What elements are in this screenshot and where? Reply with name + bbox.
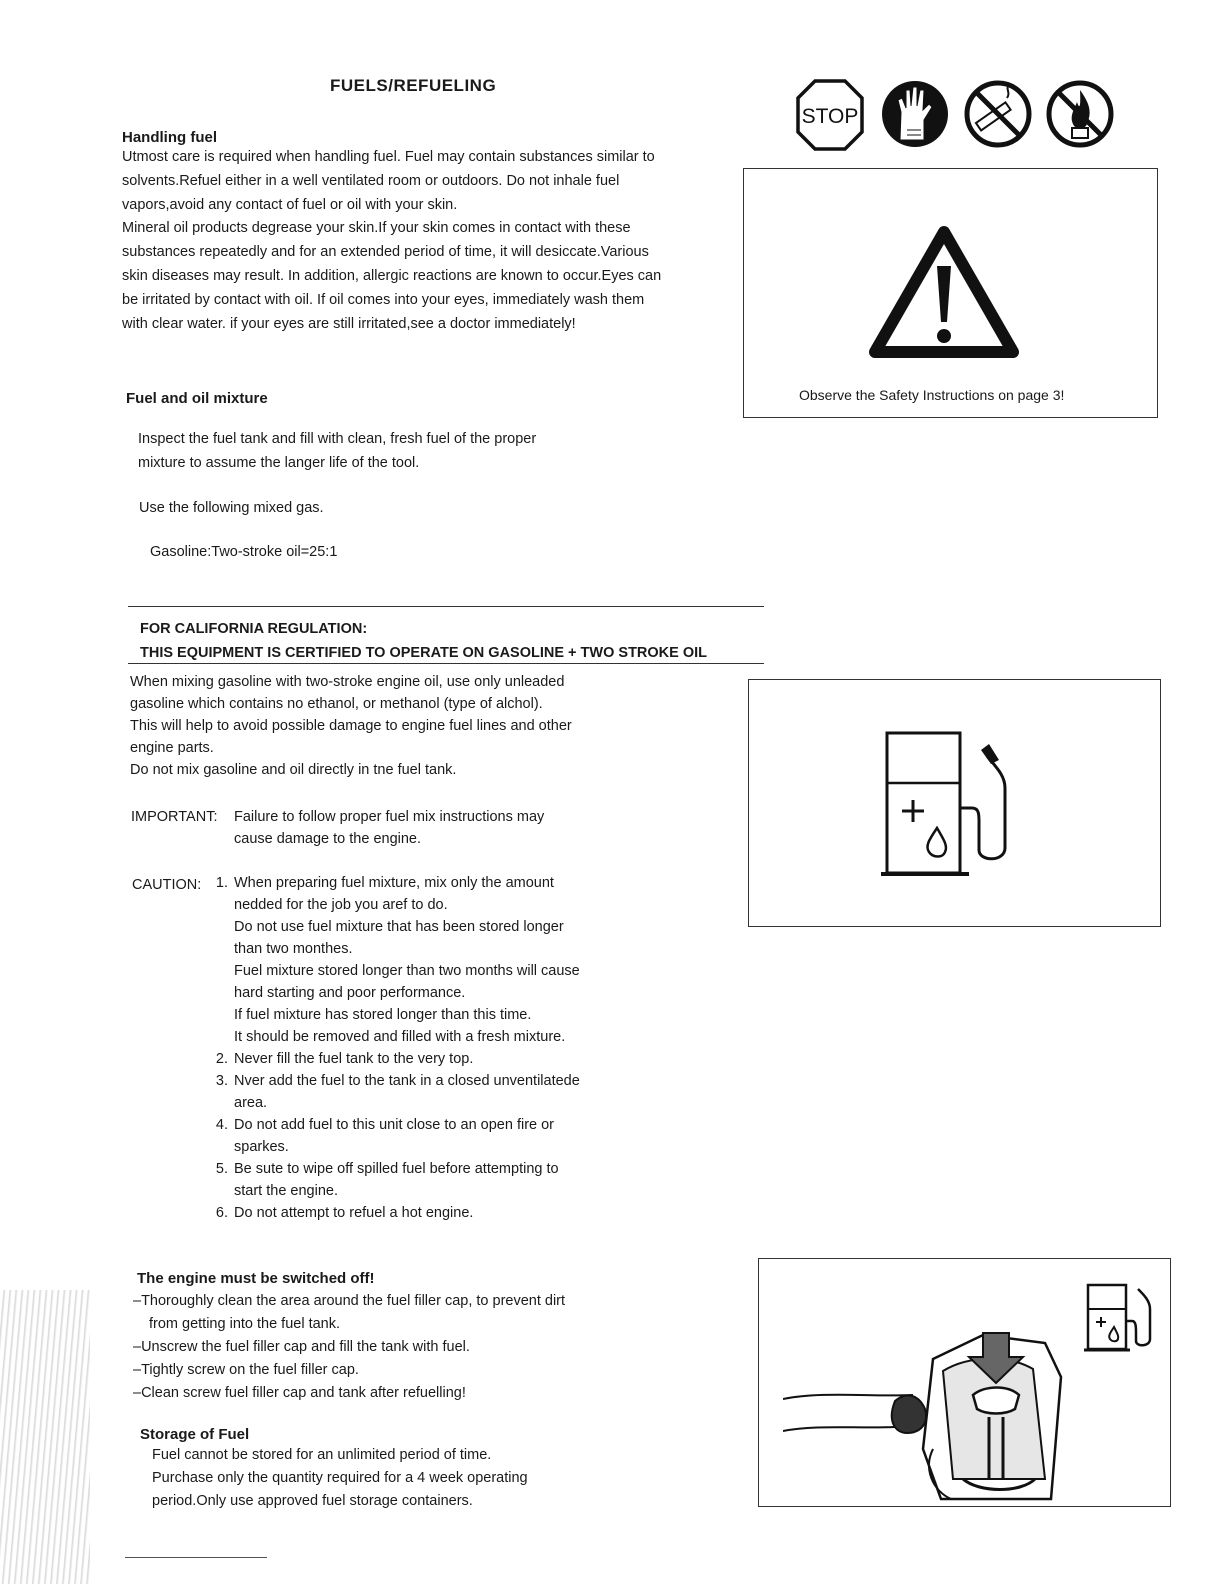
important-label: IMPORTANT:	[131, 809, 218, 825]
storage-text	[152, 1444, 528, 1513]
text-line: Do not mix gasoline and oil directly in tne fuel tank.	[130, 762, 457, 778]
fuel-pump-box	[748, 679, 1161, 927]
text-line: –Tightly screw on the fuel filler cap.	[133, 1362, 359, 1378]
footnote-rule	[125, 1557, 267, 1558]
california-regulation	[140, 617, 707, 665]
text-line: –Clean screw fuel filler cap and tank after refuelling!	[133, 1385, 466, 1401]
page-title: FUELS/REFUELING	[330, 76, 497, 95]
text-line: Failure to follow proper fuel mix instructions may	[234, 809, 545, 825]
list-number: 1.	[215, 875, 228, 891]
text-line: Inspect the fuel tank and fill with clean, fresh fuel of the proper	[138, 431, 537, 447]
text-line: Do not attempt to refuel a hot engine.	[234, 1205, 474, 1221]
list-item	[204, 1048, 580, 1070]
mix-ratio-text: Gasoline:Two-stroke oil=25:1	[150, 544, 338, 560]
list-item-text	[234, 1048, 473, 1070]
list-item	[204, 1114, 580, 1158]
stop-sign-label: STOP	[801, 105, 859, 128]
text-line: substances repeatedly and for an extended period of time, it will desiccate.Various	[122, 244, 649, 261]
caution-label: CAUTION:	[132, 877, 202, 893]
fuel-oil-mixture-heading: Fuel and oil mixture	[126, 390, 268, 407]
text-line: gasoline which contains no ethanol, or methanol (type of alchol).	[130, 696, 543, 712]
text-line: mixture to assume the langer life of the tool.	[138, 454, 420, 471]
text-line: Be sute to wipe off spilled fuel before attempting to	[234, 1161, 559, 1177]
gloves-icon	[882, 81, 948, 147]
text-line: engine parts.	[130, 740, 214, 756]
text-line: skin diseases may result. In addition, allergic reactions are known to occur.Eyes can	[122, 267, 662, 284]
engine-off-heading: The engine must be switched off!	[137, 1270, 375, 1287]
list-item	[204, 1202, 580, 1224]
warning-triangle-icon	[869, 224, 1019, 359]
safety-icons-row	[795, 78, 1115, 152]
small-fuel-pump-icon	[1084, 1281, 1154, 1355]
mixing-text	[130, 671, 572, 781]
text-line: than two monthes.	[234, 941, 353, 957]
divider	[128, 606, 764, 607]
text-line: area.	[234, 1095, 268, 1111]
engine-refueling-illustration	[783, 1299, 1073, 1504]
text-line: cause damage to the engine.	[234, 831, 422, 847]
text-line: When mixing gasoline with two-stroke engine oil, use only unleaded	[130, 674, 565, 690]
text-line: Purchase only the quantity required for a 4 week operating	[152, 1470, 528, 1486]
list-number: 2.	[215, 1051, 228, 1067]
text-line: Do not use fuel mixture that has been stored longer	[234, 919, 564, 935]
text-line: start the engine.	[234, 1183, 338, 1199]
text-line: –Thoroughly clean the area around the fuel filler cap, to prevent dirt	[133, 1293, 566, 1309]
text-line: –Unscrew the fuel filler cap and fill the tank with fuel.	[133, 1339, 470, 1355]
text-line: vapors,avoid any contact of fuel or oil with your skin.	[122, 196, 458, 213]
text-line: Never fill the fuel tank to the very top.	[234, 1051, 474, 1067]
text-line: Fuel mixture stored longer than two months will cause	[234, 963, 580, 979]
engine-off-text	[133, 1290, 565, 1405]
handling-fuel-heading: Handling fuel	[122, 129, 217, 146]
list-number: 6.	[215, 1205, 228, 1221]
text-line: with clear water. if your eyes are still irritated,see a doctor immediately!	[122, 315, 576, 332]
list-item	[204, 872, 580, 1048]
caution-list	[204, 872, 580, 1224]
warning-caption: Observe the Safety Instructions on page 3!	[799, 387, 1065, 403]
text-line: Mineral oil products degrease your skin.If your skin comes in contact with these	[122, 220, 631, 237]
text-line: Fuel cannot be stored for an unlimited period of time.	[152, 1447, 492, 1463]
warning-box	[743, 168, 1158, 418]
list-number: 4.	[215, 1117, 228, 1133]
list-item	[204, 1070, 580, 1114]
text-line: Utmost care is required when handling fuel. Fuel may contain substances similar to	[122, 149, 655, 165]
list-item-text	[234, 1158, 559, 1202]
text-line: from getting into the fuel tank.	[149, 1316, 341, 1332]
text-line: This will help to avoid possible damage to engine fuel lines and other	[130, 718, 572, 734]
list-item-text	[234, 1070, 580, 1114]
refueling-illustration-box	[758, 1258, 1171, 1507]
important-text	[234, 806, 544, 850]
handling-fuel-text	[122, 146, 661, 336]
text-line: hard starting and poor performance.	[234, 985, 466, 1001]
list-number: 3.	[215, 1073, 228, 1089]
no-open-flame-icon	[1049, 83, 1111, 145]
text-line: It should be removed and filled with a fresh mixture.	[234, 1029, 566, 1045]
fuel-pump-icon	[877, 728, 1017, 878]
text-line: be irritated by contact with oil. If oil comes into your eyes, immediately wash them	[122, 291, 645, 308]
use-mixed-gas-text: Use the following mixed gas.	[139, 500, 324, 516]
text-line: Do not add fuel to this unit close to an open fire or	[234, 1117, 555, 1133]
stop-sign-icon	[798, 81, 862, 149]
fuel-oil-mixture-text	[138, 428, 536, 476]
divider	[128, 663, 764, 664]
list-item-text	[234, 1202, 473, 1224]
list-item	[204, 1158, 580, 1202]
california-line-2: THIS EQUIPMENT IS CERTIFIED TO OPERATE ON GASOLINE + TWO STROKE OIL	[140, 645, 708, 661]
list-number: 5.	[215, 1161, 228, 1177]
text-line: sparkes.	[234, 1139, 289, 1155]
text-line: Nver add the fuel to the tank in a closed unventilatede	[234, 1073, 580, 1089]
text-line: If fuel mixture has stored longer than this time.	[234, 1007, 532, 1023]
list-item-text	[234, 1114, 554, 1158]
list-item-text	[234, 872, 580, 1048]
no-smoking-icon	[967, 83, 1029, 145]
text-line: solvents.Refuel either in a well ventilated room or outdoors. Do not inhale fuel	[122, 172, 620, 189]
scan-edge-artifact	[0, 1290, 90, 1584]
text-line: period.Only use approved fuel storage containers.	[152, 1493, 473, 1509]
safety-icons	[795, 78, 1115, 152]
storage-heading: Storage of Fuel	[140, 1426, 250, 1443]
text-line: When preparing fuel mixture, mix only the amount	[234, 875, 554, 891]
california-line-1: FOR CALIFORNIA REGULATION:	[140, 621, 368, 637]
text-line: nedded for the job you aref to do.	[234, 897, 448, 913]
